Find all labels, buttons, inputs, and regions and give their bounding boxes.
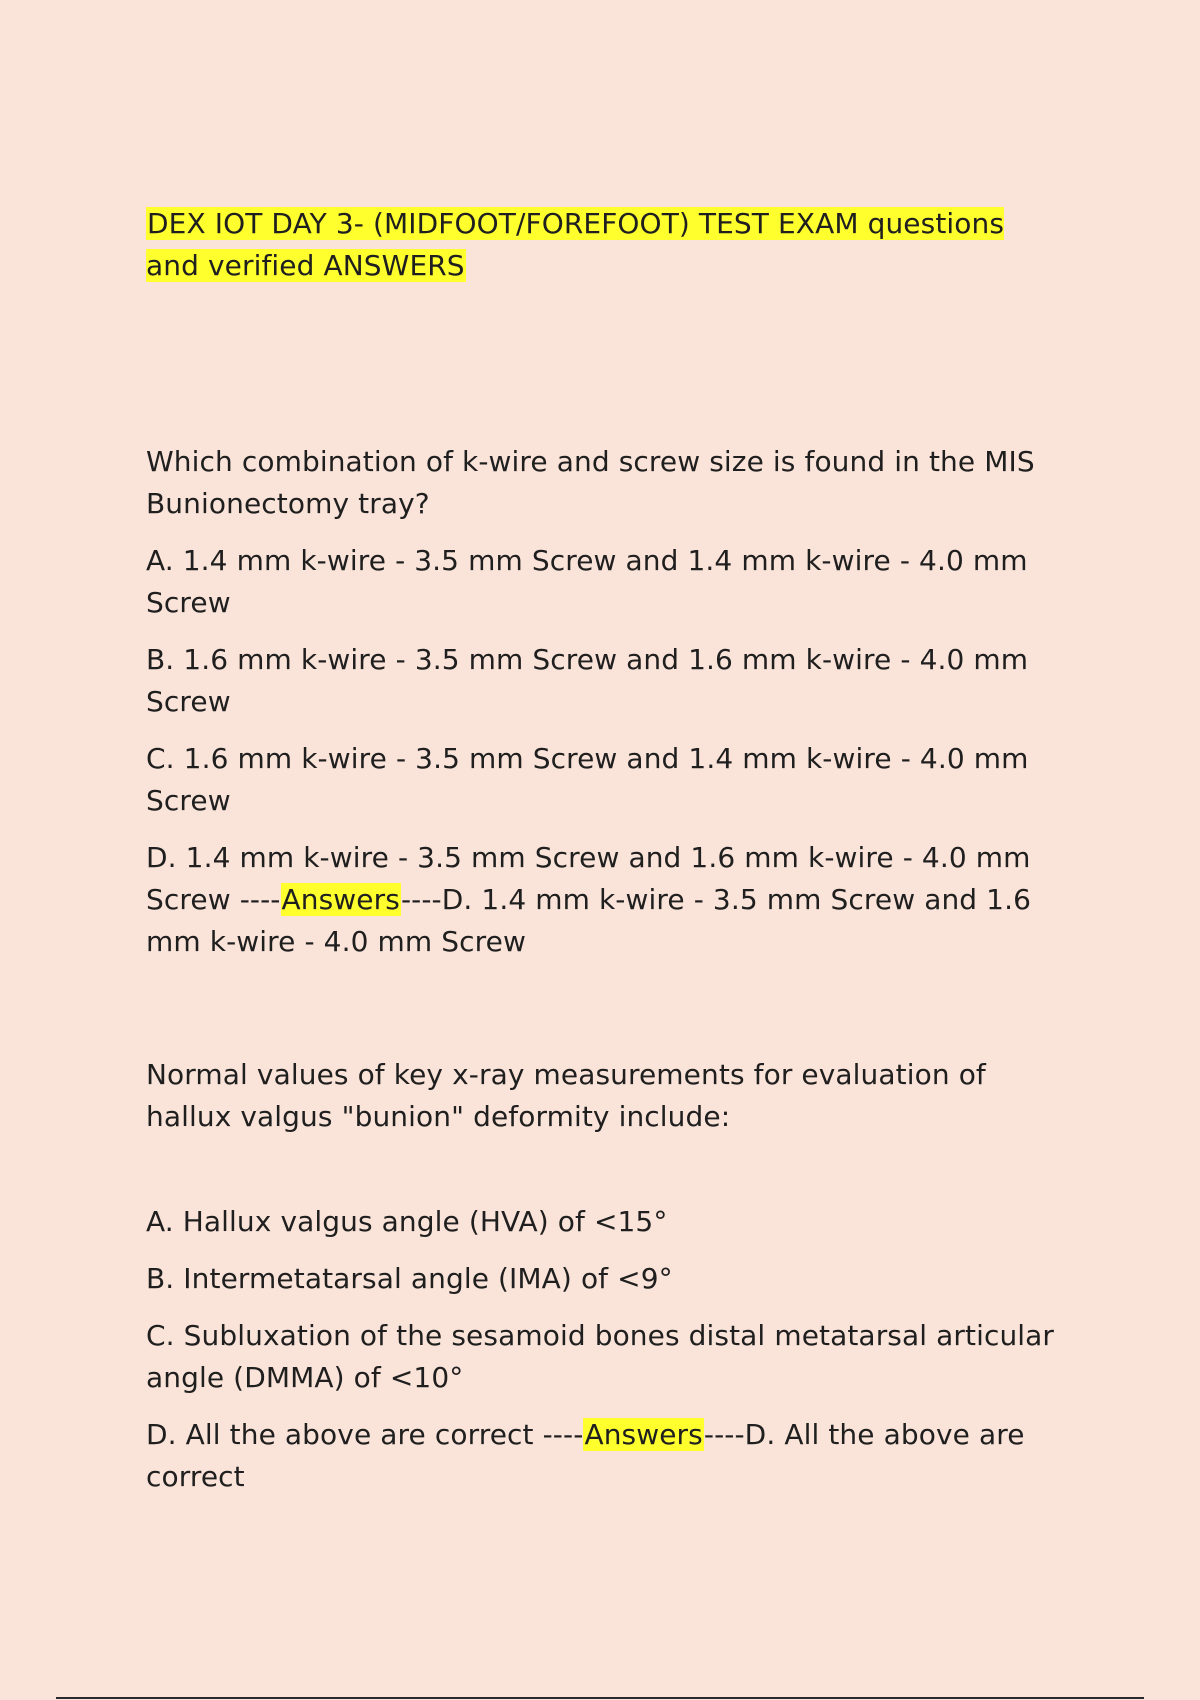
- bottom-rule: [56, 1697, 1144, 1699]
- question-1-option-d-with-answer: [146, 837, 1066, 963]
- question-2-option-b: B. Intermetatarsal angle (IMA) of <9°: [146, 1262, 673, 1295]
- question-2-prompt: Normal values of key x-ray measurements for evaluation of hallux valgus "bunion" deformity include:: [146, 1058, 986, 1133]
- answers-highlight-label: Answers: [584, 1418, 703, 1451]
- question-2: [146, 1054, 1066, 1498]
- question-1-option-a: A. 1.4 mm k-wire - 3.5 mm Screw and 1.4 mm k-wire - 4.0 mm Screw: [146, 544, 1028, 619]
- question-2-option-d: D. All the above are correct ----: [146, 1418, 584, 1451]
- question-2-option-c: C. Subluxation of the sesamoid bones distal metatarsal articular angle (DMMA) of <10°: [146, 1319, 1055, 1394]
- answers-highlight-label: Answers: [281, 883, 400, 916]
- question-2-answer: ----D. All the above are correct: [146, 1418, 1025, 1493]
- question-1-option-d: D. 1.4 mm k-wire - 3.5 mm Screw and 1.6 mm k-wire - 4.0 mm Screw ----: [146, 841, 1031, 916]
- question-2-option-d-with-answer: [146, 1414, 1066, 1498]
- document-title: [146, 203, 1066, 287]
- question-1-answer: ----D. 1.4 mm k-wire - 3.5 mm Screw and 1.6 mm k-wire - 4.0 mm Screw: [146, 883, 1031, 958]
- question-1: [146, 441, 1066, 963]
- question-2-option-a: A. Hallux valgus angle (HVA) of <15°: [146, 1205, 668, 1238]
- document-page: [146, 203, 1066, 1513]
- question-1-option-b: B. 1.6 mm k-wire - 3.5 mm Screw and 1.6 mm k-wire - 4.0 mm Screw: [146, 643, 1029, 718]
- question-1-prompt: Which combination of k-wire and screw size is found in the MIS Bunionectomy tray?: [146, 445, 1035, 520]
- title-highlight: DEX IOT DAY 3- (MIDFOOT/FOREFOOT) TEST EXAM questions and verified ANSWERS: [146, 207, 1005, 282]
- question-1-option-c: C. 1.6 mm k-wire - 3.5 mm Screw and 1.4 mm k-wire - 4.0 mm Screw: [146, 742, 1029, 817]
